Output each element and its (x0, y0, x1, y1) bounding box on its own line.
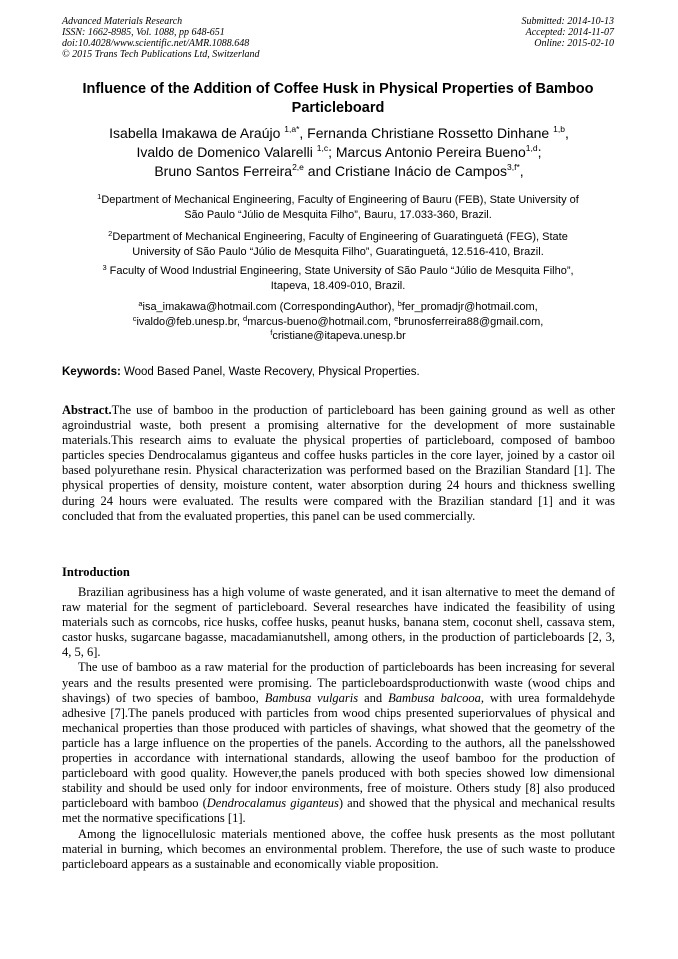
paper-title: Influence of the Addition of Coffee Husk in Physical Properties of Bamboo Particleboard (82, 81, 594, 116)
affiliation-text: University of São Paulo “Júlio de Mesquita Filho”, Guaratinguetá, 12.516-410, Brazil. (132, 245, 544, 258)
dates-info (522, 16, 615, 49)
affiliation-sup: 1 (97, 192, 102, 201)
keywords (62, 365, 420, 379)
journal-name: Advanced Materials Research (62, 16, 183, 27)
abstract-label: Abstract. (62, 403, 112, 417)
keywords-text: Wood Based Panel, Waste Recovery, Physical Properties. (120, 366, 420, 378)
affiliation-text: Itapeva, 18.409-010, Brazil. (270, 279, 406, 292)
email-text: marcus-bueno@hotmail.com, (247, 315, 395, 328)
author-line (40, 143, 638, 162)
paragraph: Among the lignocellulosic materials mentioned above, the coffee husk presents as the most pollutant material in burning, which becomes an environmental problem. Therefore, the use of such waste to produce particleboard appears as a sustainable and economically viable proposition. (62, 826, 615, 871)
author-name: ; Marcus Antonio Pereira Bueno (328, 144, 526, 160)
affiliation-2 (62, 230, 614, 259)
paragraph (62, 660, 615, 826)
affiliation-text: Department of Mechanical Engineering, Faculty of Engineering of Guaratinguetá (FEG), State (112, 231, 568, 243)
online-date: Online: 2015-02-10 (534, 38, 614, 49)
paragraph: Brazilian agribusiness has a high volume of waste generated, and it isan alternative to meet the demand of raw material for the segment of particleboard. Several researches have indicated the feasibility of using materials such as corncobs, rice husks, coffee husks, peanut husks, banana stem, coconut shell, cassava stem, castor husks, sugarcane bagasse, macadamianutshell, among others, in the production of particleboards [2, 3, 4, 5, 6]. (62, 585, 615, 660)
author-sup: 1,d (525, 143, 538, 153)
email-sup: b (397, 299, 402, 308)
email-sup: f (270, 328, 273, 337)
author-name: , Fernanda Christiane Rossetto Dinhane (299, 125, 554, 141)
author-sup: 3,f* (507, 162, 520, 172)
section-heading: Introduction (62, 565, 130, 579)
species-name: Bambusa balcooa, (388, 690, 484, 705)
paragraph-text: and (358, 690, 389, 705)
affiliation-3 (62, 264, 614, 293)
introduction-body (62, 585, 615, 872)
abstract-text: The use of bamboo in the production of particleboard has been gaining ground as well as other agroindustrial waste, both present a promising alternative for the development of more sustainable materials.This research aims to evaluate the physical properties of particleboard, composed of bamboo particles species Dendrocalamus giganteus and coffee husks particles in the core layer, joined by a castor oil based polyurethane resin. Physical characterization was performed based on the Brazilian Standard [1]. The physical properties of density, moisture content, water absorption during 24 hours and thickness swelling during 24 hours were evaluated. The results were compared with the Brazilian standard [1] and it was concluded that from the evaluated properties, this panel can be used commercially. (62, 403, 615, 523)
author-sup: 1,b (553, 124, 565, 134)
paragraph-text: The use of bamboo as a raw material for the production of particleboards has been increasing for several years and the results presented were promising. The particleboardsproductionwith waste (wood chips and shavings) of two species of bamboo, (62, 660, 615, 705)
affiliation-text: São Paulo “Júlio de Mesquita Filho”, Bauru, 17.033-360, Brazil. (184, 208, 492, 221)
author-sep: ; (537, 144, 542, 160)
affiliation-text: Department of Mechanical Engineering, Faculty of Engineering of Bauru (FEB), State University of (101, 194, 579, 206)
author-name: Ivaldo de Domenico Valarelli (136, 144, 317, 160)
email-text: fer_promadjr@hotmail.com, (401, 301, 538, 313)
author-sup: 2,e (292, 162, 304, 172)
email-text: isa_imakawa@hotmail.com (CorrespondingAuthor), (142, 301, 398, 313)
author-name: and Cristiane Inácio de Campos (303, 163, 507, 179)
author-name: Isabella Imakawa de Araújo (109, 125, 285, 141)
paragraph-text: with urea formaldehyde adhesive [7].The panels produced with particles from wood chips presented superiorvalues of physical and mechanical properties than those produced with particles of shavings, what showed that the geometry of the particle has a large influence on the properties of the panels. According to the authors, all the panelsshowed properties in accordance with international standards, allowing the useof bamboo for the production of particleboard with good quality. However,the panels produced with both species showed low dimensional stability and should be used only for indoor environments, free of moisture. Others study [8] also produced particleboard with bamboo ( (62, 690, 615, 811)
email-sup: a (138, 299, 143, 308)
email-sup: e (394, 313, 399, 323)
accepted-date: Accepted: 2014-11-07 (525, 27, 614, 38)
copyright-line: © 2015 Trans Tech Publications Ltd, Switzerland (62, 49, 260, 60)
author-sep: , (564, 125, 569, 141)
paragraph-text: ) and showed that the physical and mechanical results met the normative specifications [1]. (62, 796, 615, 826)
affiliation-1 (62, 193, 614, 222)
issn-line: ISSN: 1662-8985, Vol. 1088, pp 648-651 (62, 27, 225, 38)
email-sup: d (243, 313, 248, 323)
author-line (40, 162, 638, 181)
email-sup: c (132, 313, 137, 323)
author-name: Bruno Santos Ferreira (154, 163, 293, 179)
affiliation-sup: 2 (108, 229, 113, 238)
affiliation-text: Faculty of Wood Industrial Engineering, State University of São Paulo “Júlio de Mesquita Filho”, (106, 265, 574, 277)
species-name: Dendrocalamus giganteus (206, 796, 339, 811)
species-name: Bambusa vulgaris (264, 690, 359, 705)
doi-line: doi:10.4028/www.scientific.net/AMR.1088.648 (62, 38, 250, 49)
author-list (40, 124, 638, 181)
author-line (40, 124, 638, 143)
affiliation-sup: 3 (102, 263, 107, 272)
author-sup: 1,a* (284, 124, 300, 134)
keywords-label: Keywords: (62, 366, 121, 378)
journal-info (62, 16, 260, 60)
author-sep: , (519, 163, 524, 179)
email-list (62, 300, 614, 344)
author-sup: 1,c (316, 143, 329, 153)
email-text: ivaldo@feb.unesp.br, (136, 315, 244, 328)
email-text: cristiane@itapeva.unesp.br (272, 330, 406, 342)
abstract (62, 403, 615, 524)
email-text: brunosferreira88@gmail.com, (398, 315, 544, 328)
submitted-date: Submitted: 2014-10-13 (521, 16, 614, 27)
